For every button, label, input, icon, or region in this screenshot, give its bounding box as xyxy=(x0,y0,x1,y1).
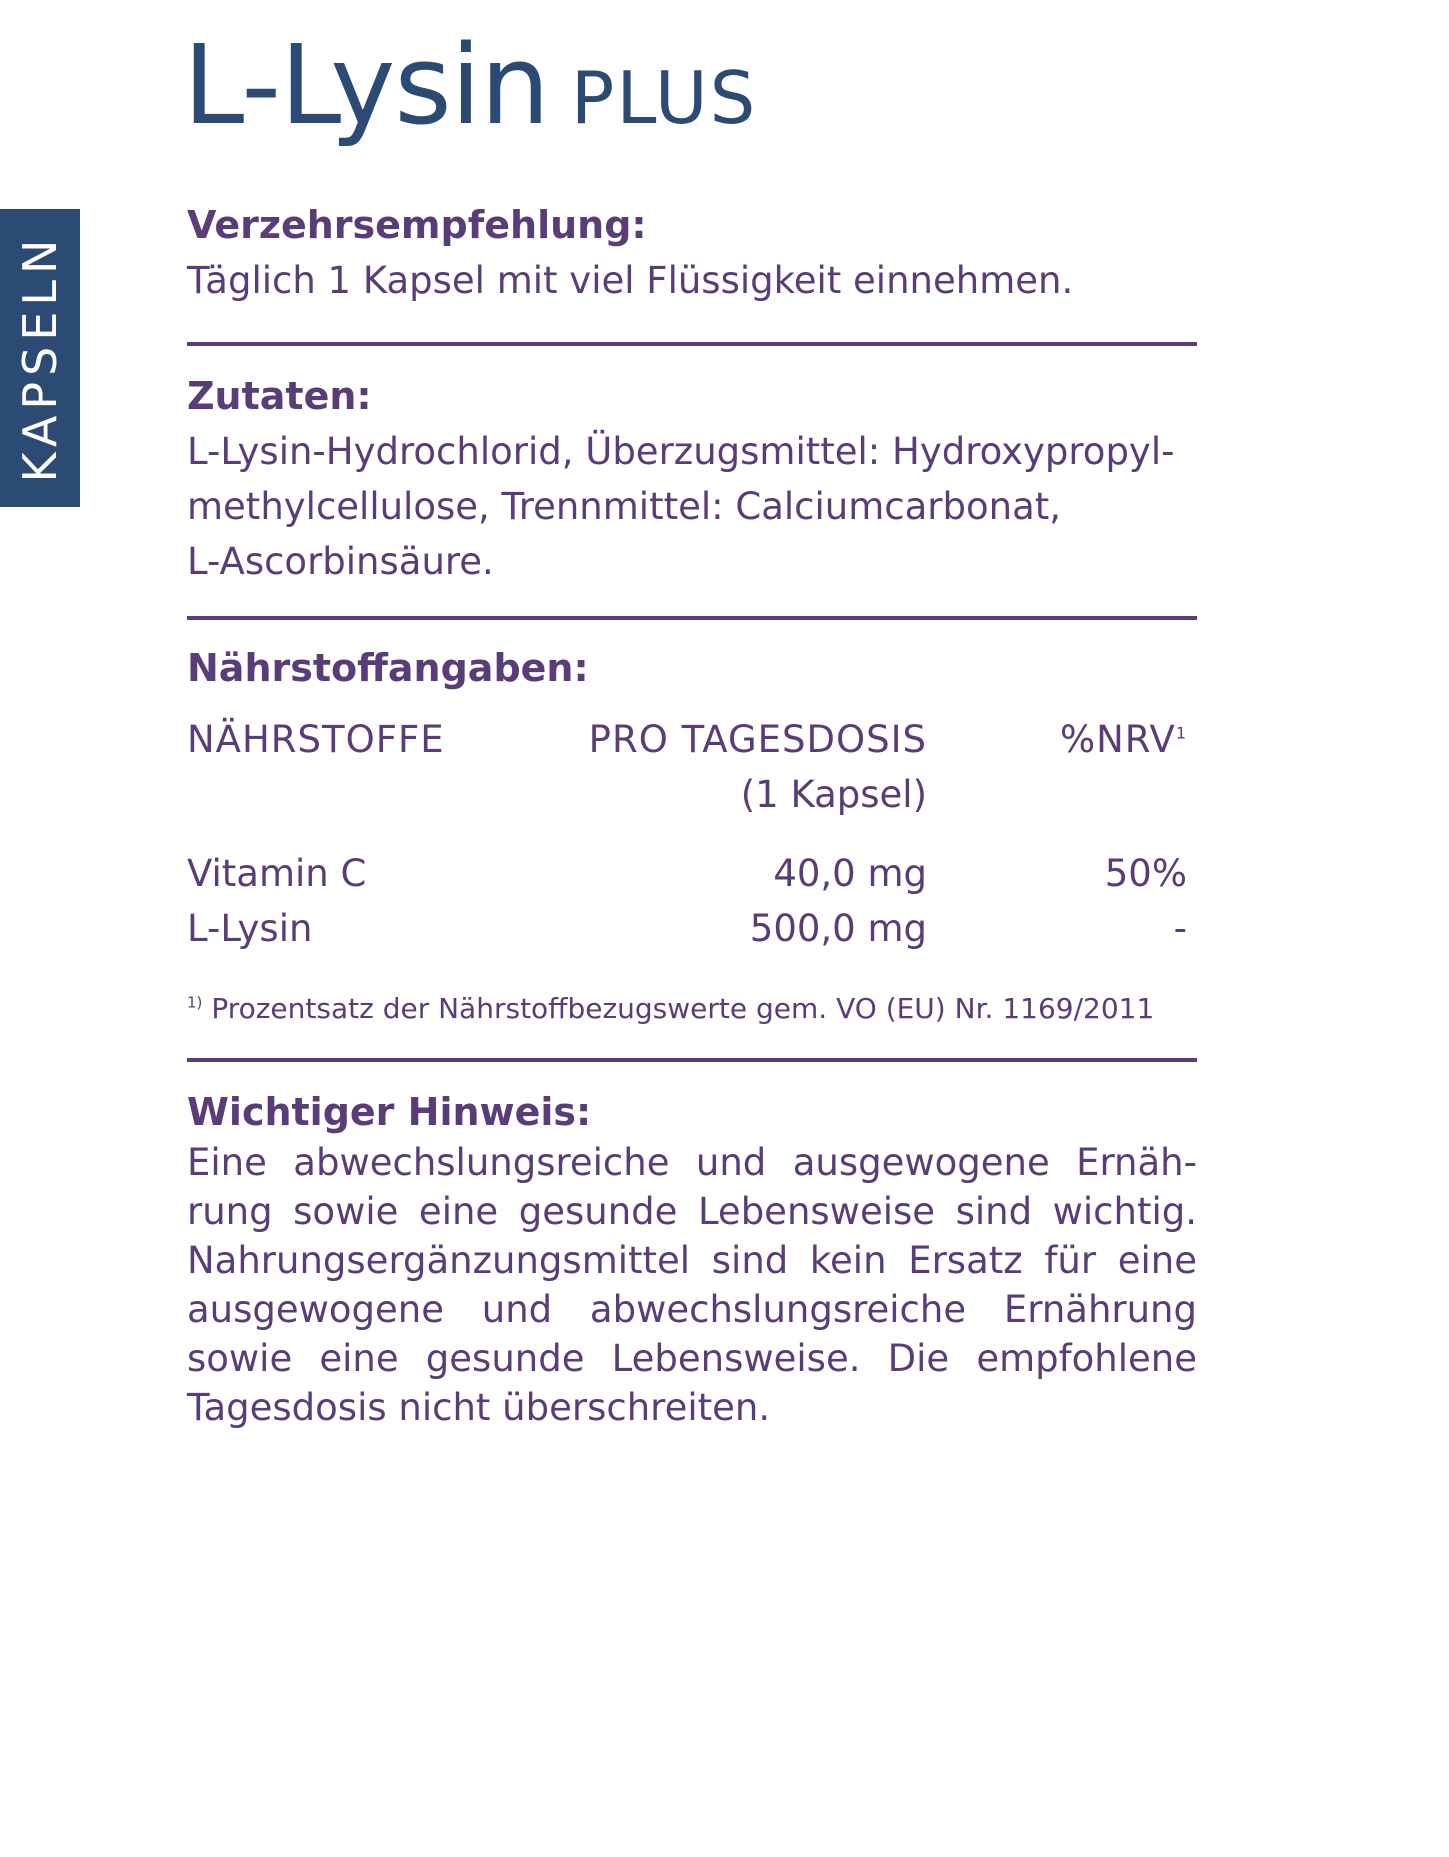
side-tab xyxy=(0,209,80,507)
column-header-nutrient: NÄHRSTOFFE xyxy=(187,718,445,761)
recommendation-section xyxy=(187,205,1197,308)
product-title xyxy=(183,21,758,149)
nutrition-table-header-sub xyxy=(187,773,1187,828)
row-dose: 500,0 mg xyxy=(749,907,927,950)
nutrition-heading: Nährstoffangaben: xyxy=(187,646,589,690)
ingredients-line: methylcellulose, Trennmittel: Calciumcarbonat, xyxy=(187,484,1062,528)
divider xyxy=(187,616,1197,620)
footnote-marker: 1) xyxy=(187,993,203,1012)
column-header-dose: PRO TAGESDOSIS xyxy=(588,718,927,761)
table-row xyxy=(187,852,1187,907)
row-nrv: 50% xyxy=(1104,852,1187,895)
recommendation-heading: Verzehrsempfehlung: xyxy=(187,203,647,247)
notice-line: ausgewogene und abwechslungsreiche Ernährung xyxy=(187,1287,1197,1331)
row-dose: 40,0 mg xyxy=(773,852,927,895)
ingredients-line: L-Ascorbinsäure. xyxy=(187,539,494,583)
notice-line: sowie eine gesunde Lebensweise. Die empfohlene xyxy=(187,1336,1197,1380)
divider xyxy=(187,342,1197,346)
notice-line: Eine abwechslungsreiche und ausgewogene Ernäh- xyxy=(187,1140,1197,1184)
notice-line: Nahrungsergänzungsmittel sind kein Ersatz für eine xyxy=(187,1238,1197,1282)
nutrition-table-header xyxy=(187,718,1187,773)
notice-line: Tagesdosis nicht überschreiten. xyxy=(187,1385,771,1429)
row-nrv: - xyxy=(1173,907,1187,950)
notice-section xyxy=(187,1092,1197,1432)
nutrition-footnote xyxy=(187,992,1197,1025)
row-nutrient: Vitamin C xyxy=(187,852,367,895)
ingredients-section xyxy=(187,376,1197,589)
nutrition-table xyxy=(187,718,1187,962)
notice-line: rung sowie eine gesunde Lebensweise sind wichtig. xyxy=(187,1189,1197,1233)
column-header-nrv xyxy=(1060,718,1187,761)
nrv-footnote-marker: 1 xyxy=(1175,723,1187,743)
column-header-nrv-label: %NRV xyxy=(1059,718,1176,761)
product-title-sub: PLUS xyxy=(570,56,758,140)
product-title-main: L-Lysin xyxy=(183,21,549,149)
notice-heading: Wichtiger Hinweis: xyxy=(187,1090,592,1134)
nutrition-section xyxy=(187,648,1197,690)
ingredients-line: L-Lysin-Hydrochlorid, Überzugsmittel: Hydroxypropyl- xyxy=(187,429,1175,473)
footnote-text: Prozentsatz der Nährstoffbezugswerte gem. VO (EU) Nr. 1169/2011 xyxy=(211,992,1155,1025)
column-header-dose-sub: (1 Kapsel) xyxy=(740,773,927,816)
side-tab-label: KAPSELN xyxy=(13,233,67,483)
divider xyxy=(187,1058,1197,1062)
table-row xyxy=(187,907,1187,962)
ingredients-heading: Zutaten: xyxy=(187,374,372,418)
row-nutrient: L-Lysin xyxy=(187,907,313,950)
recommendation-text: Täglich 1 Kapsel mit viel Flüssigkeit einnehmen. xyxy=(187,258,1074,302)
